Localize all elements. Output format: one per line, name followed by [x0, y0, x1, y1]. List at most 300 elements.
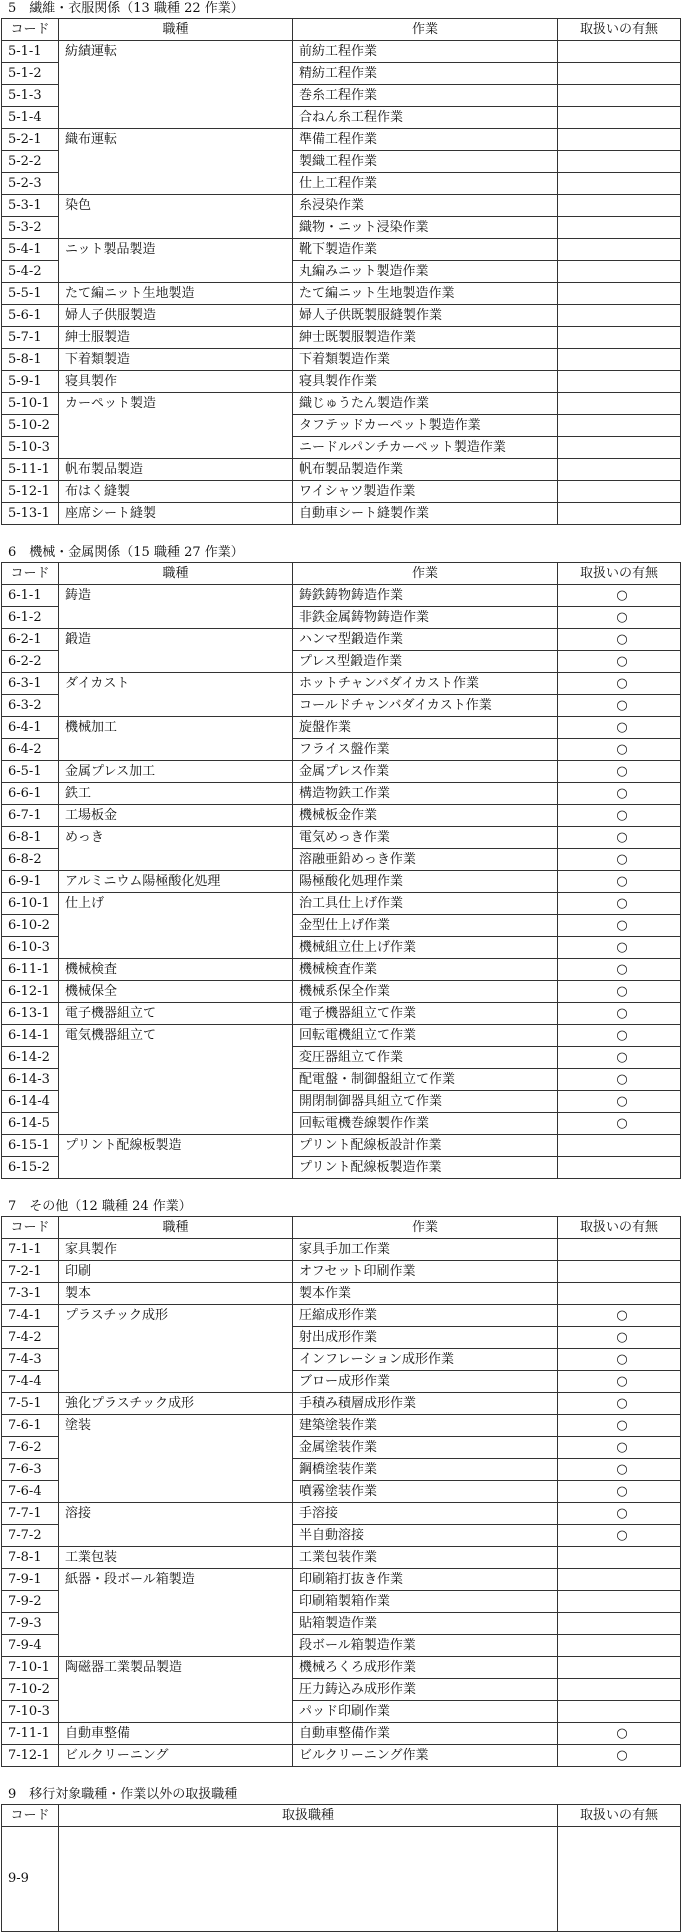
table-row	[2, 85, 681, 107]
code-cell: 5-2-2	[2, 151, 59, 173]
work-cell: 前紡工程作業	[293, 41, 558, 63]
job-cell: 寝具製作	[59, 371, 293, 393]
header-handling: 取扱いの有無	[558, 1805, 681, 1827]
code-cell: 6-3-2	[2, 695, 59, 717]
handling-cell	[558, 151, 681, 173]
work-cell: 金属塗装作業	[293, 1437, 558, 1459]
handling-cell: ○	[558, 893, 681, 915]
table-row	[2, 1657, 681, 1679]
work-cell: 丸編みニット製造作業	[293, 261, 558, 283]
handling-cell	[558, 459, 681, 481]
code-cell: 6-6-1	[2, 783, 59, 805]
header-code: コード	[2, 1805, 59, 1827]
work-cell: 靴下製造作業	[293, 239, 558, 261]
handling-cell: ○	[558, 607, 681, 629]
table-row	[2, 1569, 681, 1591]
job-cell	[59, 151, 293, 173]
handling-cell: ○	[558, 651, 681, 673]
handling-cell: ○	[558, 1305, 681, 1327]
work-cell: 手積み積層成形作業	[293, 1393, 558, 1415]
work-cell: 寝具製作作業	[293, 371, 558, 393]
code-cell: 7-4-1	[2, 1305, 59, 1327]
handling-cell: ○	[558, 1349, 681, 1371]
code-cell: 7-9-1	[2, 1569, 59, 1591]
handling-cell	[558, 239, 681, 261]
job-cell	[59, 1591, 293, 1613]
work-cell: 織じゅうたん製造作業	[293, 393, 558, 415]
table-row	[2, 871, 681, 893]
job-cell: 工業包装	[59, 1547, 293, 1569]
code-cell: 7-11-1	[2, 1723, 59, 1745]
code-cell: 5-10-3	[2, 437, 59, 459]
work-cell: 印刷箱打抜き作業	[293, 1569, 558, 1591]
table-row	[2, 1239, 681, 1261]
code-cell: 5-13-1	[2, 503, 59, 525]
handling-cell	[558, 217, 681, 239]
table-row	[2, 305, 681, 327]
work-cell: 変圧器組立て作業	[293, 1047, 558, 1069]
work-cell: インフレーション成形作業	[293, 1349, 558, 1371]
table-row	[2, 915, 681, 937]
work-cell: 機械系保全作業	[293, 981, 558, 1003]
job-cell	[59, 261, 293, 283]
handling-cell	[558, 503, 681, 525]
code-cell: 6-14-4	[2, 1091, 59, 1113]
code-cell: 6-14-3	[2, 1069, 59, 1091]
job-cell	[59, 937, 293, 959]
handling-job-cell	[59, 1827, 558, 1932]
header-job: 職種	[59, 1217, 293, 1239]
code-cell: 7-12-1	[2, 1745, 59, 1767]
work-cell: プリント配線板製造作業	[293, 1157, 558, 1179]
job-cell: 座席シート縫製	[59, 503, 293, 525]
handling-cell	[558, 1613, 681, 1635]
table-row	[2, 503, 681, 525]
handling-cell: ○	[558, 1113, 681, 1135]
work-cell: 織物・ニット浸染作業	[293, 217, 558, 239]
job-cell: 織布運転	[59, 129, 293, 151]
code-cell: 6-11-1	[2, 959, 59, 981]
job-cell	[59, 849, 293, 871]
table-row	[2, 1157, 681, 1179]
job-cell: プラスチック成形	[59, 1305, 293, 1327]
table-row	[2, 1069, 681, 1091]
table-row	[2, 1261, 681, 1283]
code-cell: 5-3-2	[2, 217, 59, 239]
table-row	[2, 481, 681, 503]
table-row	[2, 717, 681, 739]
job-cell: 印刷	[59, 1261, 293, 1283]
code-cell: 6-1-2	[2, 607, 59, 629]
table-row	[2, 437, 681, 459]
table-row	[2, 217, 681, 239]
job-cell: 帆布製品製造	[59, 459, 293, 481]
table-row	[2, 1525, 681, 1547]
code-cell: 5-1-3	[2, 85, 59, 107]
job-cell: 自動車整備	[59, 1723, 293, 1745]
handling-cell: ○	[558, 783, 681, 805]
job-cell	[59, 1525, 293, 1547]
job-cell: 電気機器組立て	[59, 1025, 293, 1047]
handling-cell: ○	[558, 673, 681, 695]
handling-cell	[558, 1701, 681, 1723]
code-cell: 5-5-1	[2, 283, 59, 305]
work-cell: 工業包装作業	[293, 1547, 558, 1569]
work-cell: 下着類製造作業	[293, 349, 558, 371]
header-work: 作業	[293, 1217, 558, 1239]
handling-cell: ○	[558, 1069, 681, 1091]
code-cell: 7-4-3	[2, 1349, 59, 1371]
work-cell: 製織工程作業	[293, 151, 558, 173]
job-cell	[59, 1635, 293, 1657]
handling-cell: ○	[558, 1503, 681, 1525]
table-row	[2, 327, 681, 349]
work-cell: 段ボール箱製造作業	[293, 1635, 558, 1657]
work-cell: 紳士既製服製造作業	[293, 327, 558, 349]
job-cell: 塗装	[59, 1415, 293, 1437]
code-cell: 6-5-1	[2, 761, 59, 783]
table-row	[2, 1827, 681, 1932]
handling-cell	[558, 1239, 681, 1261]
header-handling: 取扱いの有無	[558, 1217, 681, 1239]
work-cell: 圧力鋳込み成形作業	[293, 1679, 558, 1701]
table-row	[2, 1547, 681, 1569]
job-cell	[59, 173, 293, 195]
handling-cell	[558, 327, 681, 349]
code-cell: 5-2-3	[2, 173, 59, 195]
work-cell: 非鉄金属鋳物鋳造作業	[293, 607, 558, 629]
code-cell: 6-9-1	[2, 871, 59, 893]
handling-cell	[558, 1635, 681, 1657]
code-cell: 7-8-1	[2, 1547, 59, 1569]
code-cell: 7-6-2	[2, 1437, 59, 1459]
table-row	[2, 1393, 681, 1415]
job-cell	[59, 1113, 293, 1135]
work-cell: 配電盤・制御盤組立て作業	[293, 1069, 558, 1091]
job-cell	[59, 1091, 293, 1113]
work-cell: 製本作業	[293, 1283, 558, 1305]
work-cell: 巻糸工程作業	[293, 85, 558, 107]
work-cell: 電子機器組立て作業	[293, 1003, 558, 1025]
code-cell: 6-2-2	[2, 651, 59, 673]
code-cell: 6-13-1	[2, 1003, 59, 1025]
handling-cell: ○	[558, 1327, 681, 1349]
job-cell	[59, 1157, 293, 1179]
code-cell: 5-10-1	[2, 393, 59, 415]
handling-cell	[558, 305, 681, 327]
table-row	[2, 1091, 681, 1113]
table-row	[2, 1135, 681, 1157]
section-6-title: 6 機械・金属関係（15 職種 27 作業）	[8, 545, 244, 560]
code-cell: 5-6-1	[2, 305, 59, 327]
code-cell: 6-8-2	[2, 849, 59, 871]
table-row	[2, 629, 681, 651]
table-row	[2, 63, 681, 85]
handling-cell	[558, 1261, 681, 1283]
code-cell: 5-8-1	[2, 349, 59, 371]
code-cell: 7-1-1	[2, 1239, 59, 1261]
table-row	[2, 1349, 681, 1371]
handling-cell: ○	[558, 981, 681, 1003]
code-cell: 5-1-1	[2, 41, 59, 63]
job-cell	[59, 63, 293, 85]
code-cell: 7-7-2	[2, 1525, 59, 1547]
handling-cell	[558, 85, 681, 107]
table-row	[2, 1481, 681, 1503]
handling-cell: ○	[558, 1415, 681, 1437]
handling-cell: ○	[558, 849, 681, 871]
handling-cell: ○	[558, 871, 681, 893]
handling-cell	[558, 371, 681, 393]
handling-cell	[558, 1657, 681, 1679]
header-work: 作業	[293, 19, 558, 41]
code-cell: 7-10-3	[2, 1701, 59, 1723]
code-cell: 6-14-5	[2, 1113, 59, 1135]
job-cell	[59, 1371, 293, 1393]
table-row	[2, 783, 681, 805]
work-cell: 回転電機組立て作業	[293, 1025, 558, 1047]
table-row	[2, 1305, 681, 1327]
code-cell: 7-10-2	[2, 1679, 59, 1701]
code-cell: 6-4-2	[2, 739, 59, 761]
job-cell: 金属プレス加工	[59, 761, 293, 783]
work-cell: 陽極酸化処理作業	[293, 871, 558, 893]
work-cell: コールドチャンバダイカスト作業	[293, 695, 558, 717]
work-cell: 家具手加工作業	[293, 1239, 558, 1261]
code-cell: 7-9-4	[2, 1635, 59, 1657]
job-cell	[59, 1349, 293, 1371]
code-cell: 5-3-1	[2, 195, 59, 217]
handling-cell	[558, 1547, 681, 1569]
job-cell	[59, 1679, 293, 1701]
table-row	[2, 1635, 681, 1657]
code-cell: 6-14-2	[2, 1047, 59, 1069]
table-row	[2, 129, 681, 151]
work-cell: 機械板金作業	[293, 805, 558, 827]
work-cell: プリント配線板設計作業	[293, 1135, 558, 1157]
table-row	[2, 651, 681, 673]
work-cell: 半自動溶接	[293, 1525, 558, 1547]
table-row	[2, 1113, 681, 1135]
code-cell: 6-4-1	[2, 717, 59, 739]
handling-cell: ○	[558, 1481, 681, 1503]
job-cell: アルミニウム陽極酸化処理	[59, 871, 293, 893]
header-job: 職種	[59, 563, 293, 585]
table-row	[2, 761, 681, 783]
section-6-table	[1, 562, 681, 1179]
handling-cell	[558, 173, 681, 195]
table-row	[2, 695, 681, 717]
job-cell	[59, 1701, 293, 1723]
table-row	[2, 585, 681, 607]
work-cell: 合ねん糸工程作業	[293, 107, 558, 129]
work-cell: 婦人子供既製服縫製作業	[293, 305, 558, 327]
job-cell	[59, 107, 293, 129]
code-cell: 7-2-1	[2, 1261, 59, 1283]
job-cell: 鉄工	[59, 783, 293, 805]
job-cell	[59, 651, 293, 673]
table-row	[2, 239, 681, 261]
work-cell: 準備工程作業	[293, 129, 558, 151]
table-row	[2, 1613, 681, 1635]
table-row	[2, 261, 681, 283]
job-cell: カーペット製造	[59, 393, 293, 415]
work-cell: 金型仕上げ作業	[293, 915, 558, 937]
handling-cell: ○	[558, 959, 681, 981]
section-7-table	[1, 1216, 681, 1767]
code-cell: 5-7-1	[2, 327, 59, 349]
job-cell	[59, 607, 293, 629]
table-row	[2, 959, 681, 981]
job-cell: 紳士服製造	[59, 327, 293, 349]
handling-cell: ○	[558, 585, 681, 607]
header-job: 職種	[59, 19, 293, 41]
handling-cell: ○	[558, 695, 681, 717]
section-5-title: 5 繊維・衣服関係（13 職種 22 作業）	[8, 1, 244, 16]
job-cell: 製本	[59, 1283, 293, 1305]
job-cell: 工場板金	[59, 805, 293, 827]
code-cell: 5-4-1	[2, 239, 59, 261]
work-cell: 鋼橋塗装作業	[293, 1459, 558, 1481]
job-cell	[59, 437, 293, 459]
handling-cell	[558, 437, 681, 459]
work-cell: ブロー成形作業	[293, 1371, 558, 1393]
job-cell	[59, 695, 293, 717]
handling-cell	[558, 415, 681, 437]
job-cell: 強化プラスチック成形	[59, 1393, 293, 1415]
code-cell: 6-10-3	[2, 937, 59, 959]
job-cell	[59, 915, 293, 937]
code-cell: 5-1-4	[2, 107, 59, 129]
handling-cell: ○	[558, 937, 681, 959]
job-cell	[59, 415, 293, 437]
table-header-row	[2, 563, 681, 585]
code-cell: 5-4-2	[2, 261, 59, 283]
table-row	[2, 1723, 681, 1745]
handling-cell: ○	[558, 739, 681, 761]
code-cell: 6-12-1	[2, 981, 59, 1003]
handling-cell: ○	[558, 915, 681, 937]
handling-cell: ○	[558, 761, 681, 783]
header-handling-job: 取扱職種	[59, 1805, 558, 1827]
section-7-title: 7 その他（12 職種 24 作業）	[8, 1199, 192, 1214]
handling-cell	[558, 41, 681, 63]
work-cell: タフテッドカーペット製造作業	[293, 415, 558, 437]
work-cell: 構造物鉄工作業	[293, 783, 558, 805]
table-header-row	[2, 1805, 681, 1827]
handling-cell: ○	[558, 805, 681, 827]
table-row	[2, 673, 681, 695]
table-row	[2, 173, 681, 195]
job-cell: 機械検査	[59, 959, 293, 981]
code-cell: 6-3-1	[2, 673, 59, 695]
handling-cell: ○	[558, 1003, 681, 1025]
code-cell: 7-6-3	[2, 1459, 59, 1481]
job-cell: 下着類製造	[59, 349, 293, 371]
job-cell: 機械保全	[59, 981, 293, 1003]
table-row	[2, 371, 681, 393]
table-row	[2, 1437, 681, 1459]
table-row	[2, 1679, 681, 1701]
table-row	[2, 849, 681, 871]
table-row	[2, 739, 681, 761]
code-cell: 6-10-2	[2, 915, 59, 937]
table-row	[2, 607, 681, 629]
job-cell	[59, 1327, 293, 1349]
handling-cell	[558, 349, 681, 371]
work-cell: ニードルパンチカーペット製造作業	[293, 437, 558, 459]
handling-cell	[558, 129, 681, 151]
table-row	[2, 1047, 681, 1069]
handling-cell	[558, 1569, 681, 1591]
job-cell	[59, 1459, 293, 1481]
code-cell: 6-10-1	[2, 893, 59, 915]
handling-cell: ○	[558, 1091, 681, 1113]
job-cell	[59, 1481, 293, 1503]
code-cell: 6-8-1	[2, 827, 59, 849]
work-cell: 機械検査作業	[293, 959, 558, 981]
header-handling: 取扱いの有無	[558, 19, 681, 41]
table-row	[2, 415, 681, 437]
job-cell: 陶磁器工業製品製造	[59, 1657, 293, 1679]
work-cell: 印刷箱製箱作業	[293, 1591, 558, 1613]
job-cell: 仕上げ	[59, 893, 293, 915]
work-cell: たて編ニット生地製造作業	[293, 283, 558, 305]
handling-cell: ○	[558, 1459, 681, 1481]
work-cell: オフセット印刷作業	[293, 1261, 558, 1283]
job-cell: ビルクリーニング	[59, 1745, 293, 1767]
header-code: コード	[2, 563, 59, 585]
job-cell: 紡績運転	[59, 41, 293, 63]
job-cell: 婦人子供服製造	[59, 305, 293, 327]
table-row	[2, 459, 681, 481]
work-cell: 溶融亜鉛めっき作業	[293, 849, 558, 871]
handling-cell: ○	[558, 1723, 681, 1745]
job-cell	[59, 1613, 293, 1635]
handling-cell	[558, 1283, 681, 1305]
job-cell: 鍛造	[59, 629, 293, 651]
work-cell: 電気めっき作業	[293, 827, 558, 849]
header-code: コード	[2, 19, 59, 41]
work-cell: パッド印刷作業	[293, 1701, 558, 1723]
table-row	[2, 107, 681, 129]
work-cell: 自動車シート縫製作業	[293, 503, 558, 525]
code-cell: 7-9-2	[2, 1591, 59, 1613]
code-cell: 6-1-1	[2, 585, 59, 607]
table-row	[2, 981, 681, 1003]
work-cell: 治工具仕上げ作業	[293, 893, 558, 915]
code-cell: 7-4-2	[2, 1327, 59, 1349]
work-cell: 鋳鉄鋳物鋳造作業	[293, 585, 558, 607]
table-row	[2, 893, 681, 915]
table-row	[2, 41, 681, 63]
job-cell	[59, 1437, 293, 1459]
handling-cell	[558, 107, 681, 129]
code-cell: 5-2-1	[2, 129, 59, 151]
code-cell: 7-5-1	[2, 1393, 59, 1415]
handling-cell: ○	[558, 827, 681, 849]
handling-cell: ○	[558, 629, 681, 651]
section-9-title: 9 移行対象職種・作業以外の取扱職種	[8, 1787, 238, 1802]
job-cell: たて編ニット生地製造	[59, 283, 293, 305]
handling-cell: ○	[558, 1393, 681, 1415]
handling-cell	[558, 283, 681, 305]
handling-cell: ○	[558, 1047, 681, 1069]
table-row	[2, 1503, 681, 1525]
table-row	[2, 1591, 681, 1613]
work-cell: 自動車整備作業	[293, 1723, 558, 1745]
header-code: コード	[2, 1217, 59, 1239]
